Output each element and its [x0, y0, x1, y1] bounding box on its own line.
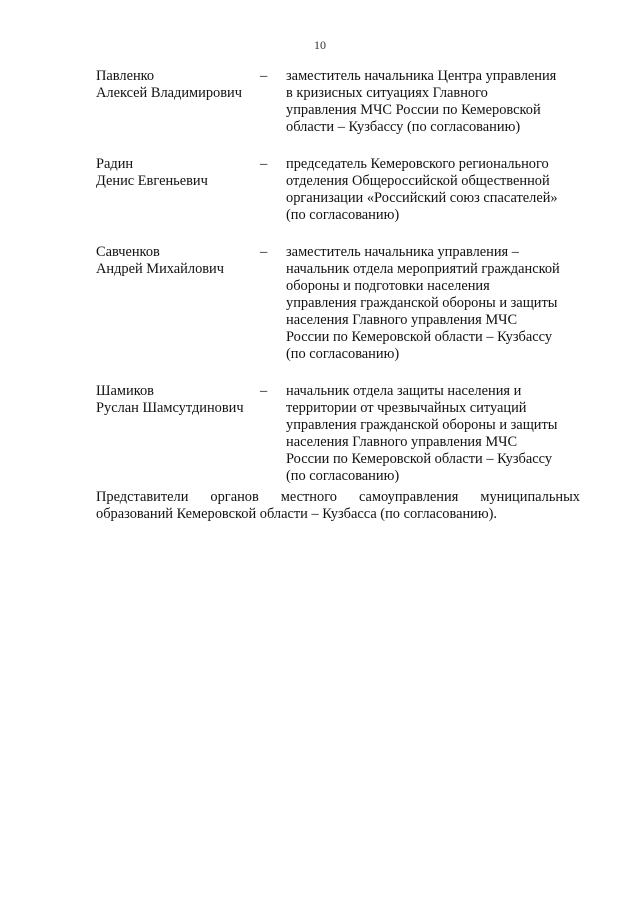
- list-item: [96, 68, 580, 136]
- member-given-name: Руслан Шамсутдинович: [96, 400, 244, 416]
- member-surname: Савченков: [96, 244, 160, 260]
- closing-paragraph: [96, 489, 580, 523]
- member-role: начальник отдела защиты населения и территории от чрезвычайных ситуаций управления гражданской обороны и защиты населения Главного управления МЧС России по Кемеровской области – Кузбассу (по согласованию): [286, 383, 558, 484]
- member-name: [96, 383, 260, 417]
- closing-line-2: образований Кемеровской области – Кузбасса (по согласованию).: [96, 506, 498, 522]
- member-name: [96, 68, 260, 102]
- member-role: заместитель начальника Центра управления в кризисных ситуациях Главного управления МЧС России по Кемеровской области – Кузбассу (по согласованию): [286, 68, 557, 135]
- dash-separator: –: [260, 244, 268, 260]
- member-name: [96, 156, 260, 190]
- member-given-name: Андрей Михайлович: [96, 261, 224, 277]
- member-role: заместитель начальника управления – начальник отдела мероприятий гражданской обороны и подготовки населения управления гражданской обороны и защиты населения Главного управления МЧС России по Кемеровской области – Кузбассу (по согласованию): [286, 244, 560, 362]
- closing-word: органов: [210, 489, 259, 505]
- list-item: [96, 244, 580, 363]
- member-given-name: Алексей Владимирович: [96, 85, 242, 101]
- page-number: 10: [314, 38, 326, 52]
- closing-word: муниципальных: [480, 489, 580, 505]
- closing-word: местного: [280, 489, 337, 505]
- member-given-name: Денис Евгеньевич: [96, 173, 208, 189]
- closing-word: Представители: [96, 489, 189, 505]
- member-role: председатель Кемеровского регионального отделения Общероссийской общественной организации «Российский союз спасателей» (по согласованию): [286, 156, 558, 223]
- member-surname: Шамиков: [96, 383, 154, 399]
- member-name: [96, 244, 260, 278]
- closing-word: самоуправления: [358, 489, 459, 505]
- list-item: [96, 156, 580, 224]
- list-item: [96, 383, 580, 485]
- closing-line-1: [96, 489, 580, 506]
- members-list: [96, 68, 580, 505]
- dash-separator: –: [260, 68, 268, 84]
- dash-separator: –: [260, 156, 268, 172]
- member-surname: Радин: [96, 156, 134, 172]
- dash-separator: –: [260, 383, 268, 399]
- member-surname: Павленко: [96, 68, 155, 84]
